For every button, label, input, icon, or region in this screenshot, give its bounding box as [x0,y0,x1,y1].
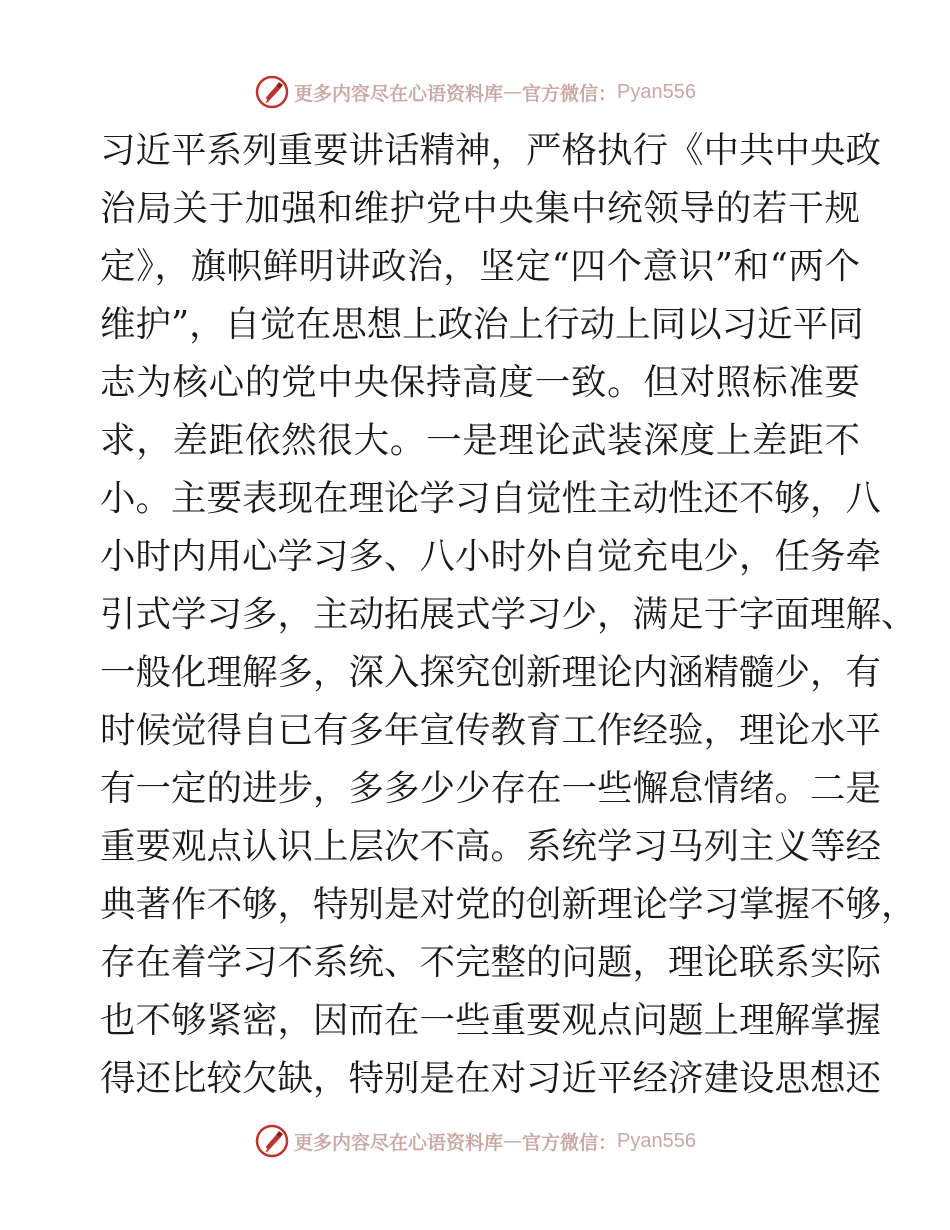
text-line: 引式学习多，主动拓展式学习少，满足于字面理解、 [100,594,917,635]
text-line: 志为核心的党中央保持高度一致。但对照标准要 [100,362,860,403]
watermark-separator: — [503,81,523,103]
watermark-account-text: 官方微信： [522,82,618,105]
text-line: 得还比较欠缺，特别是在对习近平经济建设思想还 [100,1058,882,1099]
watermark-handle: Pyan556 [617,1129,696,1152]
text-line: 重要观点认识上层次不高。系统学习马列主义等经 [100,826,882,867]
text-line: 治局关于加强和维护党中央集中统领导的若干规 [100,188,860,229]
text-line: 典著作不够，特别是对党的创新理论学习掌握不够， [100,884,917,925]
watermark-promo-text: 更多内容尽在心语资料库 [294,82,504,105]
watermark-separator: — [503,1130,523,1152]
footer-watermark [0,1121,950,1161]
text-line: 求，差距依然很大。一是理论武装深度上差距不 [100,420,860,461]
text-line: 有一定的进步，多多少少存在一些懈怠情绪。二是 [100,768,882,809]
pen-in-circle-icon [254,74,290,110]
document-body [100,122,917,1108]
watermark-handle: Pyan556 [617,80,696,103]
text-line: 存在着学习不系统、不完整的问题，理论联系实际 [100,942,882,983]
text-line: 也不够紧密，因而在一些重要观点问题上理解掌握 [100,1000,882,1041]
text-line: 小时内用心学习多、八小时外自觉充电少，任务牵 [100,536,882,577]
text-line: 维护”，自觉在思想上政治上行动上同以习近平同 [100,304,864,345]
text-line: 习近平系列重要讲话精神，严格执行《中共中央政 [100,130,882,171]
text-line: 时候觉得自已有多年宣传教育工作经验，理论水平 [100,710,882,751]
text-line: 小。主要表现在理论学习自觉性主动性还不够，八 [100,478,882,519]
text-line: 一般化理解多，深入探究创新理论内涵精髓少，有 [100,652,882,693]
text-line: 定》，旗帜鲜明讲政治，坚定“四个意识”和“两个 [100,246,860,287]
header-watermark [0,72,950,112]
watermark-promo-text: 更多内容尽在心语资料库 [294,1131,504,1154]
watermark-account-text: 官方微信： [522,1131,618,1154]
pen-in-circle-icon [254,1123,290,1159]
